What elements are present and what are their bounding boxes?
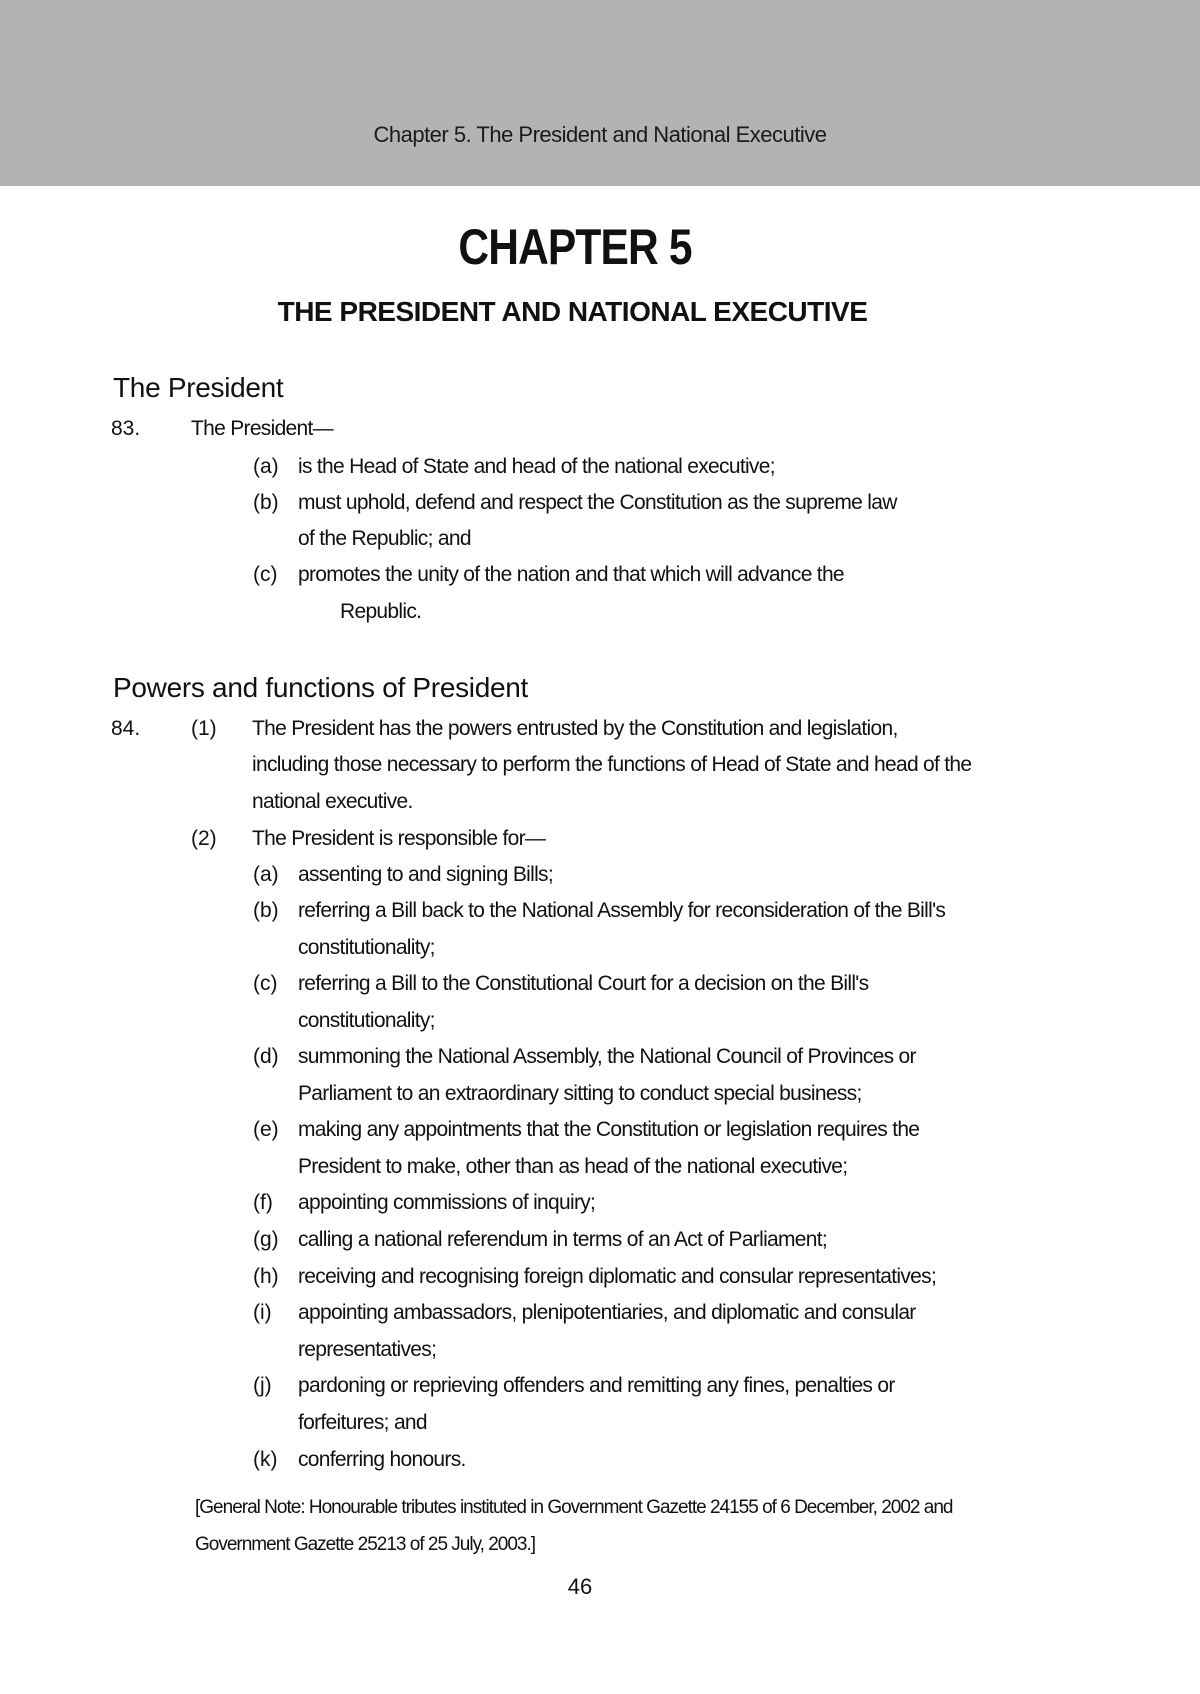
general-note: Government Gazette 25213 of 25 July, 2003.] [195, 1534, 536, 1555]
item-text: referring a Bill back to the National Assembly for reconsideration of the Bill's [298, 899, 946, 922]
item-text: assenting to and signing Bills; [298, 863, 553, 886]
item-text: promotes the unity of the nation and that which will advance the [298, 563, 844, 586]
item-text: making any appointments that the Constitution or legislation requires the [298, 1118, 920, 1141]
section-84-heading: Powers and functions of President [113, 672, 529, 703]
item-label: (i) [253, 1301, 272, 1324]
item-text: is the Head of State and head of the national executive; [298, 455, 775, 478]
item-label: (j) [253, 1374, 272, 1397]
section-83-intro: The President— [191, 417, 333, 440]
item-label: (d) [253, 1045, 279, 1068]
item-text: representatives; [298, 1338, 437, 1361]
header-band [0, 0, 1200, 186]
chapter-title: CHAPTER 5 [458, 219, 692, 275]
item-label: (c) [253, 972, 278, 995]
item-text: of the Republic; and [298, 527, 471, 550]
item-label: (f) [253, 1191, 273, 1214]
page-number: 46 [567, 1574, 593, 1599]
item-text: summoning the National Assembly, the National Council of Provinces or [298, 1045, 916, 1068]
item-label: (b) [253, 899, 279, 922]
general-note: [General Note: Honourable tributes instituted in Government Gazette 24155 of 6 December, 2002 and [195, 1497, 953, 1518]
subsection-label: (2) [191, 827, 217, 850]
item-text: Parliament to an extraordinary sitting to conduct special business; [298, 1082, 862, 1105]
item-label: (b) [253, 491, 279, 514]
item-text: forfeitures; and [298, 1411, 427, 1434]
subsection-text: national executive. [252, 790, 413, 813]
section-84-number: 84. [111, 717, 141, 740]
item-text: pardoning or reprieving offenders and remitting any fines, penalties or [298, 1374, 895, 1397]
item-text: constitutionality; [298, 936, 435, 959]
item-label: (a) [253, 455, 279, 478]
item-text: appointing commissions of inquiry; [298, 1191, 596, 1214]
subsection-text: including those necessary to perform the functions of Head of State and head of the [252, 753, 972, 776]
subsection-text: The President has the powers entrusted by the Constitution and legislation, [252, 717, 898, 740]
item-label: (c) [253, 563, 278, 586]
chapter-subtitle: THE PRESIDENT AND NATIONAL EXECUTIVE [277, 296, 868, 327]
subsection-intro: The President is responsible for— [252, 827, 546, 850]
item-label: (k) [253, 1448, 278, 1471]
item-text: appointing ambassadors, plenipotentiaries, and diplomatic and consular [298, 1301, 916, 1324]
item-text: conferring honours. [298, 1448, 466, 1471]
item-label: (g) [253, 1228, 279, 1251]
section-83-heading: The President [113, 372, 284, 403]
item-text: calling a national referendum in terms of an Act of Parliament; [298, 1228, 828, 1251]
item-label: (a) [253, 863, 279, 886]
item-text: must uphold, defend and respect the Constitution as the supreme law [298, 491, 897, 514]
subsection-label: (1) [191, 717, 217, 740]
section-83-number: 83. [111, 417, 141, 440]
item-label: (e) [253, 1118, 279, 1141]
running-head: Chapter 5. The President and National Executive [373, 122, 827, 147]
item-text: President to make, other than as head of the national executive; [298, 1155, 848, 1178]
item-label: (h) [253, 1265, 279, 1288]
item-text: referring a Bill to the Constitutional Court for a decision on the Bill's [298, 972, 869, 995]
item-text: constitutionality; [298, 1009, 435, 1032]
item-text: Republic. [340, 600, 422, 623]
item-text: receiving and recognising foreign diplomatic and consular representatives; [298, 1265, 937, 1288]
